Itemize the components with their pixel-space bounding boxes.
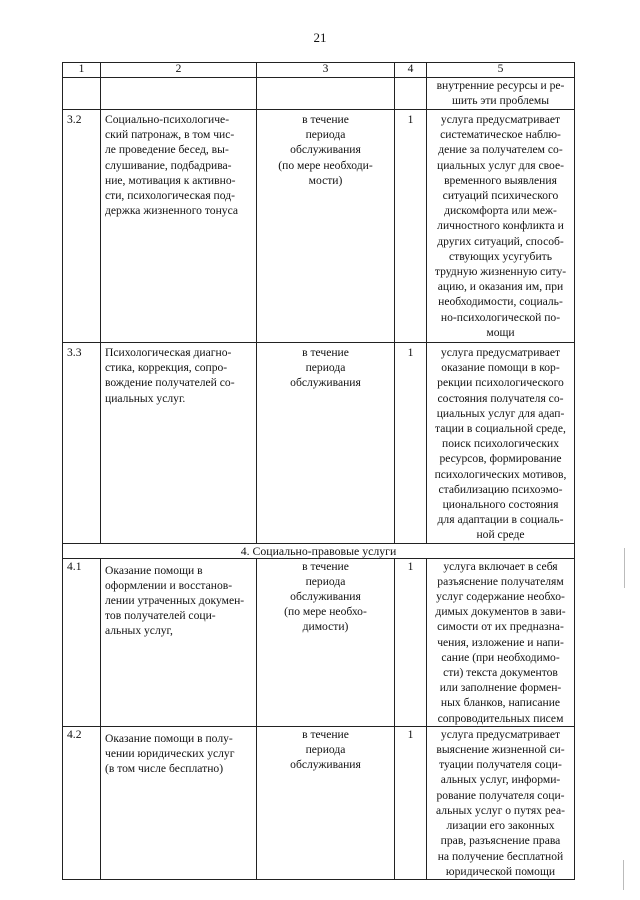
service-description-line: юридической помощи xyxy=(445,864,556,878)
service-quantity: 1 xyxy=(395,110,427,343)
service-description-line: мощи xyxy=(486,325,515,339)
service-quantity: 1 xyxy=(395,343,427,544)
service-description-line: ресурсов, формирование xyxy=(439,452,562,466)
service-period xyxy=(257,78,395,110)
service-description-line: симости от их предназна- xyxy=(437,620,564,634)
scan-mark xyxy=(623,860,624,890)
service-description-line: лизации его законных xyxy=(446,819,555,833)
page-number: 21 xyxy=(313,30,327,45)
row-number: 3.3 xyxy=(63,343,101,544)
service-description-line: димых документов в зави- xyxy=(435,605,566,619)
service-description-line: тации в социальной среде, xyxy=(435,422,566,436)
header-cell: 1 xyxy=(63,63,101,78)
service-description-line: внутренние ресурсы и ре- xyxy=(436,79,565,92)
service-quantity xyxy=(395,78,427,110)
service-period-line: периода xyxy=(305,361,346,375)
service-name xyxy=(101,558,257,726)
service-description-line: поиск психологических xyxy=(441,437,560,451)
service-period xyxy=(257,726,395,879)
service-name-line: альных услуг, xyxy=(105,624,173,638)
service-description-line: услуг содержание необхо- xyxy=(436,590,565,604)
service-name xyxy=(101,110,257,343)
service-description-line: сание (при необходимо- xyxy=(441,650,560,664)
service-description-line: рекции психологического xyxy=(437,376,564,390)
service-name-line: Психологическая диагно- xyxy=(105,346,232,359)
service-name-line: (в том числе бесплатно) xyxy=(105,762,224,776)
service-period-line: обслуживания xyxy=(290,376,361,390)
service-period-line: димости) xyxy=(302,620,349,634)
table-row xyxy=(63,726,575,879)
service-name-line: циальных услуг. xyxy=(105,391,186,405)
service-quantity: 1 xyxy=(395,726,427,879)
service-description-line: услуга предусматривает xyxy=(440,727,561,741)
service-description-line: личностного конфликта и xyxy=(437,219,564,233)
scan-mark xyxy=(624,548,625,588)
service-name-line: лении утраченных докумен- xyxy=(105,594,245,608)
service-description-line: ционального состояния xyxy=(442,498,559,512)
row-number: 4.2 xyxy=(63,726,101,879)
service-period-line: в течение xyxy=(302,727,349,741)
service-period-line: мости) xyxy=(308,173,343,187)
service-description-line: разъяснение получателям xyxy=(437,574,564,588)
table-row xyxy=(63,343,575,544)
service-description-line: для адаптации в социаль- xyxy=(437,513,564,527)
service-description-line: оказание помощи в кор- xyxy=(441,361,560,375)
services-table xyxy=(62,62,575,880)
service-period-line: периода xyxy=(305,574,346,588)
service-period-line: обслуживания xyxy=(290,758,361,772)
service-description xyxy=(427,343,575,544)
service-description-line: рование получателя соци- xyxy=(436,788,565,802)
service-description-line: услуга предусматривает xyxy=(440,346,561,359)
section-title: 4. Социально-правовые услуги xyxy=(63,543,575,558)
service-description-line: временного выявления xyxy=(444,173,557,187)
service-description-line: ствующих усугубить xyxy=(448,249,553,263)
service-period-line: в течение xyxy=(302,559,349,573)
header-cell: 5 xyxy=(427,63,575,78)
service-name-line: ский патронаж, в том чис- xyxy=(105,128,235,142)
service-description xyxy=(427,78,575,110)
service-description-line: дискомфорта или меж- xyxy=(444,204,557,218)
service-name-line: Социально-психологиче- xyxy=(105,113,230,126)
service-description-line: психологических мотивов, xyxy=(434,467,567,481)
service-name-line: Оказание помощи в полу- xyxy=(105,731,233,745)
service-description-line: дение за получателем со- xyxy=(438,143,563,157)
service-description-line: необходимости, социаль- xyxy=(438,295,563,309)
header-cell: 2 xyxy=(101,63,257,78)
service-name-line: тов получателей соци- xyxy=(105,609,216,623)
header-cell: 4 xyxy=(395,63,427,78)
service-period-line: в течение xyxy=(302,346,349,359)
service-name-line: сти, психологическая под- xyxy=(105,189,235,203)
service-name-line: оформлении и восстанов- xyxy=(105,578,233,592)
service-description-line: состояния получателя со- xyxy=(437,391,564,405)
row-number xyxy=(63,78,101,110)
service-period-line: периода xyxy=(305,128,346,142)
service-description-line: систематическое наблю- xyxy=(440,128,561,142)
service-name-line: вождение получателей со- xyxy=(105,376,235,390)
service-description-line: но-психологической по- xyxy=(440,310,561,324)
service-description-line: сти) текста документов xyxy=(443,666,558,680)
service-description-line: чения, изложение и напи- xyxy=(437,635,564,649)
service-quantity: 1 xyxy=(395,558,427,726)
table-row xyxy=(63,78,575,110)
service-period-line: обслуживания xyxy=(290,143,361,157)
service-period-line: периода xyxy=(305,743,346,757)
service-description xyxy=(427,726,575,879)
header-row xyxy=(63,63,575,78)
service-description-line: прав, разъяснение права xyxy=(440,834,561,848)
service-description-line: альных услуг, информи- xyxy=(440,773,561,787)
service-description-line: альных услуг о путях реа- xyxy=(436,803,565,817)
service-description-line: на получение бесплатной xyxy=(437,849,564,863)
service-name-line: ле проведение бесед, вы- xyxy=(105,143,229,157)
service-name-line: чении юридических услуг xyxy=(105,747,235,761)
service-period xyxy=(257,343,395,544)
service-name xyxy=(101,78,257,110)
service-name xyxy=(101,726,257,879)
header-cell: 3 xyxy=(257,63,395,78)
service-name-line: держка жизненного тонуса xyxy=(105,204,239,218)
service-description-line: сопроводительных писем xyxy=(437,711,564,725)
service-period-line: (по мере необхо- xyxy=(284,605,367,619)
service-name-line: слушивание, подбадрива- xyxy=(105,158,232,172)
service-description-line: туации получателя соци- xyxy=(439,758,562,772)
service-name-line: Оказание помощи в xyxy=(105,563,203,577)
table-row xyxy=(63,110,575,343)
service-description-line: ситуаций психического xyxy=(442,189,559,203)
service-description-line: трудную жизненную ситу- xyxy=(434,265,567,279)
service-description-line: ацию, и оказания им, при xyxy=(437,280,564,294)
service-description-line: циальных услуг для свое- xyxy=(437,158,564,172)
service-description-line: услуга предусматривает xyxy=(440,113,561,126)
service-description-line: стабилизацию психоэмо- xyxy=(438,482,563,496)
section-row xyxy=(63,543,575,558)
service-period-line: (по мере необходи- xyxy=(278,158,373,172)
row-number: 3.2 xyxy=(63,110,101,343)
service-description-line: услуга включает в себя xyxy=(443,559,558,573)
service-description-line: ной среде xyxy=(476,528,525,542)
service-name xyxy=(101,343,257,544)
service-period-line: обслуживания xyxy=(290,590,361,604)
service-description-line: ных бланков, написание xyxy=(440,696,561,710)
service-description-line: или заполнение формен- xyxy=(439,681,562,695)
service-description xyxy=(427,558,575,726)
service-name-line: стика, коррекция, сопро- xyxy=(105,361,228,375)
service-description-line: других ситуаций, способ- xyxy=(437,234,564,248)
table-row xyxy=(63,558,575,726)
service-description-line: выяснение жизненной си- xyxy=(436,743,565,757)
service-description xyxy=(427,110,575,343)
service-description-line: циальных услуг для адап- xyxy=(436,406,565,420)
service-period xyxy=(257,110,395,343)
service-period xyxy=(257,558,395,726)
service-description-line: шить эти проблемы xyxy=(452,94,549,108)
service-name-line: ние, мотивация к активно- xyxy=(105,173,236,187)
service-period-line: в течение xyxy=(302,113,349,126)
row-number: 4.1 xyxy=(63,558,101,726)
